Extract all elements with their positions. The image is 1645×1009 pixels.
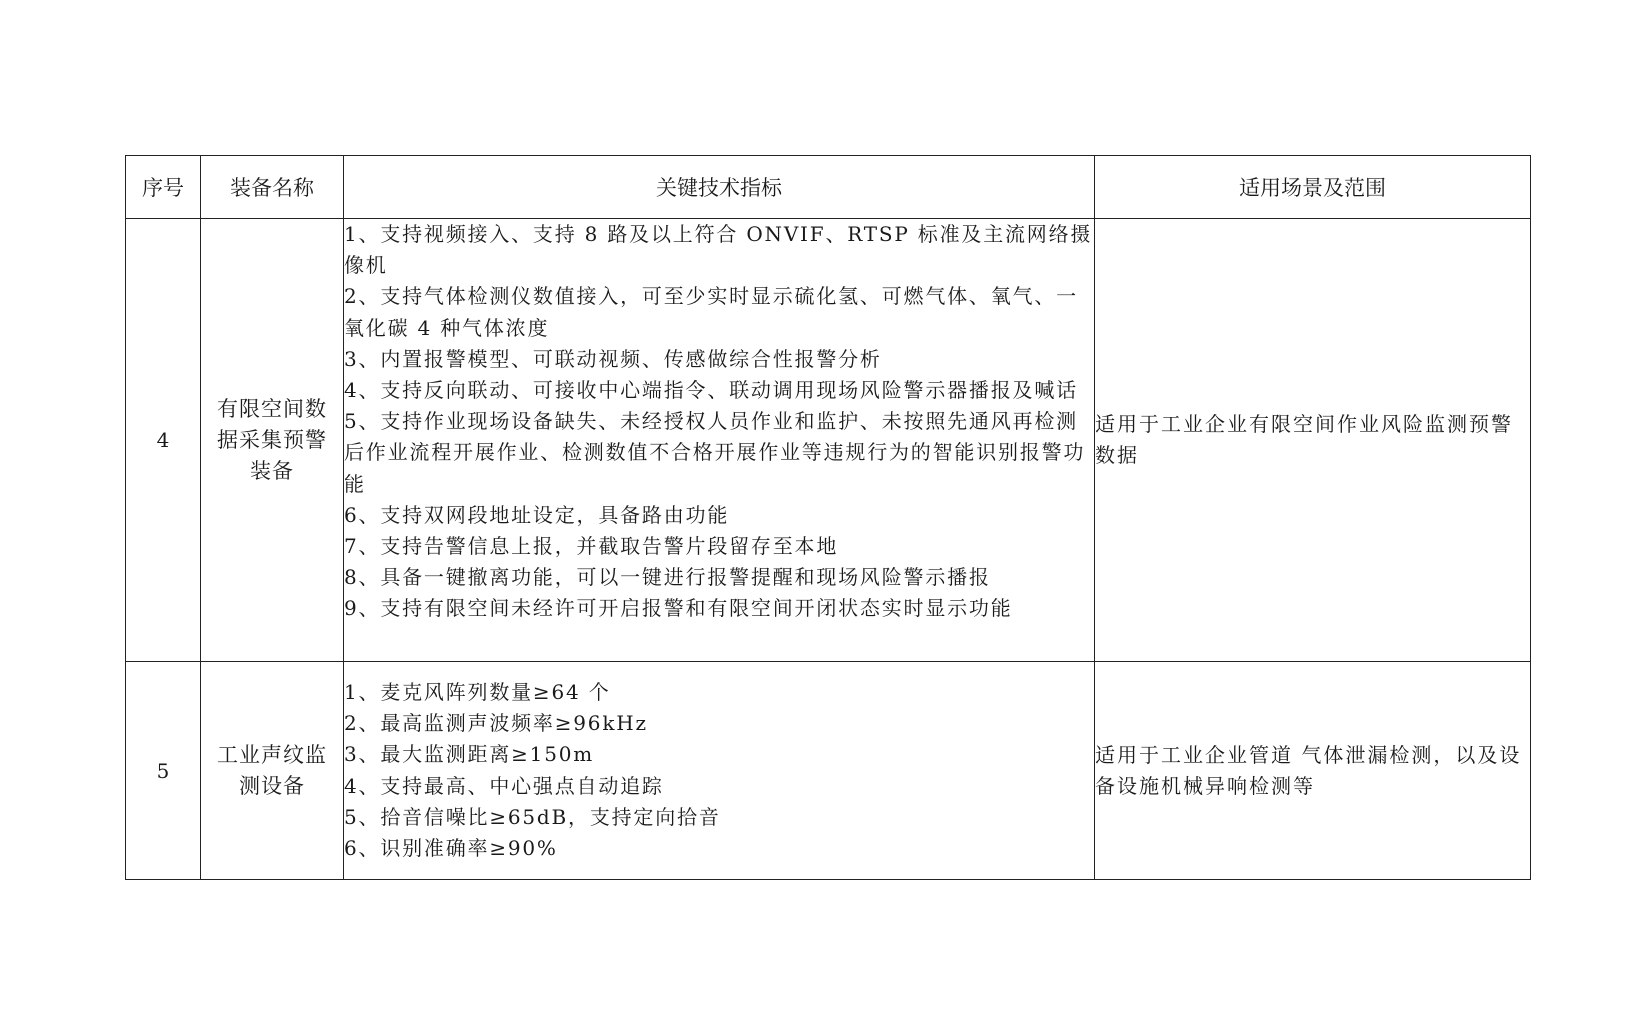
table-row: [126, 662, 1531, 880]
spec-item: 5、支持作业现场设备缺失、未经授权人员作业和监护、未按照先通风再检测后作业流程开展作业、检测数值不合格开展作业等违规行为的智能识别报警功能: [344, 409, 1086, 496]
row-equipment-name: [201, 662, 344, 880]
spec-item: 6、支持双网段地址设定，具备路由功能: [344, 502, 730, 527]
spec-item: 6、识别准确率≥90%: [344, 835, 558, 860]
spec-item: 8、具备一键撤离功能，可以一键进行报警提醒和现场风险警示播报: [344, 565, 991, 590]
spec-item: 2、最高监测声波频率≥96kHz: [344, 711, 648, 736]
row-serial-number: 4: [126, 219, 201, 662]
spec-item: 3、最大监测距离≥150m: [344, 742, 595, 767]
header-key-technical-specs: 关键技术指标: [344, 156, 1095, 219]
equipment-name-text: 工业声纹监测设备: [217, 742, 327, 798]
spec-item: 7、支持告警信息上报，并截取告警片段留存至本地: [344, 534, 839, 559]
row-serial-number: 5: [126, 662, 201, 880]
table-header-row: [126, 156, 1531, 219]
spec-item: 3、内置报警模型、可联动视频、传感做综合性报警分析: [344, 346, 882, 371]
spec-item: 4、支持反向联动、可接收中心端指令、联动调用现场风险警示器播报及喊话: [344, 378, 1078, 403]
header-applicable-scope: 适用场景及范围: [1095, 156, 1531, 219]
row-equipment-name: [201, 219, 344, 662]
spec-item: 5、拾音信噪比≥65dB，支持定向拾音: [344, 804, 721, 829]
equipment-spec-table: [125, 155, 1531, 880]
row-technical-specs: [344, 662, 1095, 880]
spec-item: 9、支持有限空间未经许可开启报警和有限空间开闭状态实时显示功能: [344, 596, 1013, 621]
row-applicable-scope: 适用于工业企业管道 气体泄漏检测，以及设备设施机械异响检测等: [1095, 662, 1531, 880]
header-equipment-name: 装备名称: [201, 156, 344, 219]
row-applicable-scope: 适用于工业企业有限空间作业风险监测预警数据: [1095, 219, 1531, 662]
table-row: [126, 219, 1531, 662]
header-serial-number: 序号: [126, 156, 201, 219]
spec-item: 1、麦克风阵列数量≥64 个: [344, 679, 611, 704]
spec-item: 2、支持气体检测仪数值接入，可至少实时显示硫化氢、可燃气体、氧气、一氧化碳 4 种气体浓度: [344, 284, 1078, 340]
row-technical-specs: [344, 219, 1095, 662]
spec-item: 1、支持视频接入、支持 8 路及以上符合 ONVIF、RTSP 标准及主流网络摄像机: [344, 222, 1093, 278]
spec-item: 4、支持最高、中心强点自动追踪: [344, 773, 664, 798]
equipment-name-text: 有限空间数据采集预警装备: [217, 396, 327, 483]
